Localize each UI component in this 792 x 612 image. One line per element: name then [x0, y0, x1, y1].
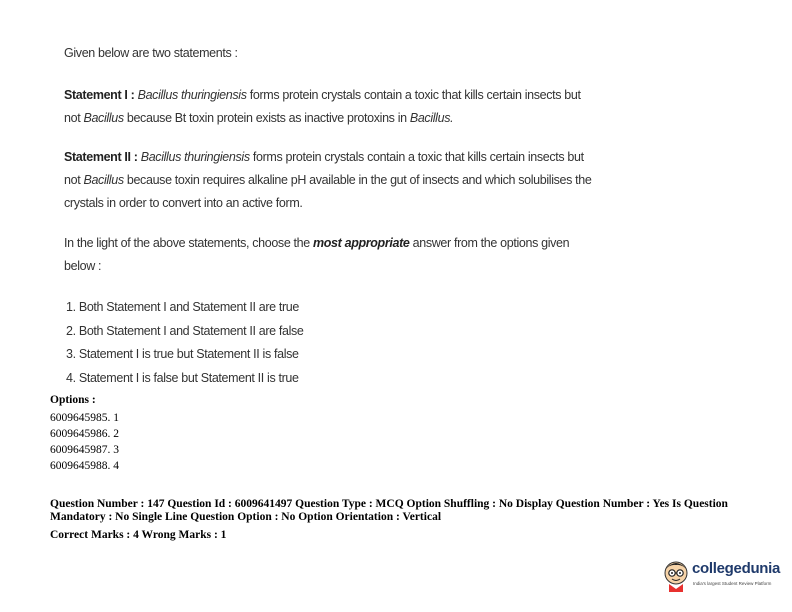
- option-code-3: 6009645987. 3: [50, 444, 119, 456]
- answer-choice-4: 4. Statement I is false but Statement II is true: [66, 370, 299, 385]
- option-code-2: 6009645986. 2: [50, 428, 119, 440]
- statement-2-genus: Bacillus: [83, 173, 124, 187]
- instruction-after: answer from the options given below :: [64, 236, 570, 273]
- statement-2-label: Statement II :: [64, 150, 138, 164]
- statement-2-organism: Bacillus thuringiensis: [140, 150, 250, 164]
- statement-1-genus: Bacillus: [83, 111, 124, 125]
- statement-1-genus-end: Bacillus.: [409, 111, 454, 125]
- answer-choice-1: 1. Both Statement I and Statement II are true: [66, 300, 300, 314]
- option-code-1: 6009645985. 1: [50, 412, 119, 424]
- instruction-before: In the light of the above statements, choose the: [64, 236, 313, 250]
- statement-1-text-b: because Bt toxin protein exists as inactive protoxins in: [123, 111, 410, 125]
- logo-name: collegedunia: [692, 560, 781, 577]
- instruction-emphasis: most appropriate: [313, 236, 410, 250]
- option-codes: [50, 410, 119, 474]
- student-mascot-icon: [662, 558, 690, 592]
- answer-choices: [66, 296, 304, 390]
- marks-info: Correct Marks : 4 Wrong Marks : 1: [50, 529, 227, 541]
- logo-tagline: India's largest Student Review Platform: [693, 581, 772, 586]
- answer-choice-3: 3. Statement I is true but Statement II is false: [66, 347, 299, 361]
- statement-1-organism: Bacillus thuringiensis: [137, 88, 247, 102]
- statement-2-text-a: forms protein crystals contain a toxic that kills certain insects but not: [64, 150, 584, 187]
- statement-2: [64, 146, 594, 215]
- options-heading: Options :: [50, 394, 96, 406]
- statement-1-label: Statement I :: [64, 88, 135, 102]
- statement-1-text-a: forms protein crystals contain a toxic that kills certain insects but not: [64, 88, 581, 125]
- question-metadata: Question Number : 147 Question Id : 6009641497 Question Type : MCQ Option Shuffling : No Display Question Number : Yes Is Question Mandatory : No Single Line Question Option : No Option Orientation : Vertical: [50, 498, 728, 523]
- statement-2-text-b: because toxin requires alkaline pH available in the gut of insects and which solubilises the crystals in order to convert into an active form.: [64, 173, 592, 210]
- answer-choice-2: 2. Both Statement I and Statement II are false: [66, 323, 304, 338]
- question-intro: Given below are two statements :: [64, 46, 238, 60]
- question-instruction: [64, 232, 594, 278]
- collegedunia-logo: [662, 556, 784, 596]
- option-code-4: 6009645988. 4: [50, 460, 119, 472]
- statement-1: [64, 84, 594, 130]
